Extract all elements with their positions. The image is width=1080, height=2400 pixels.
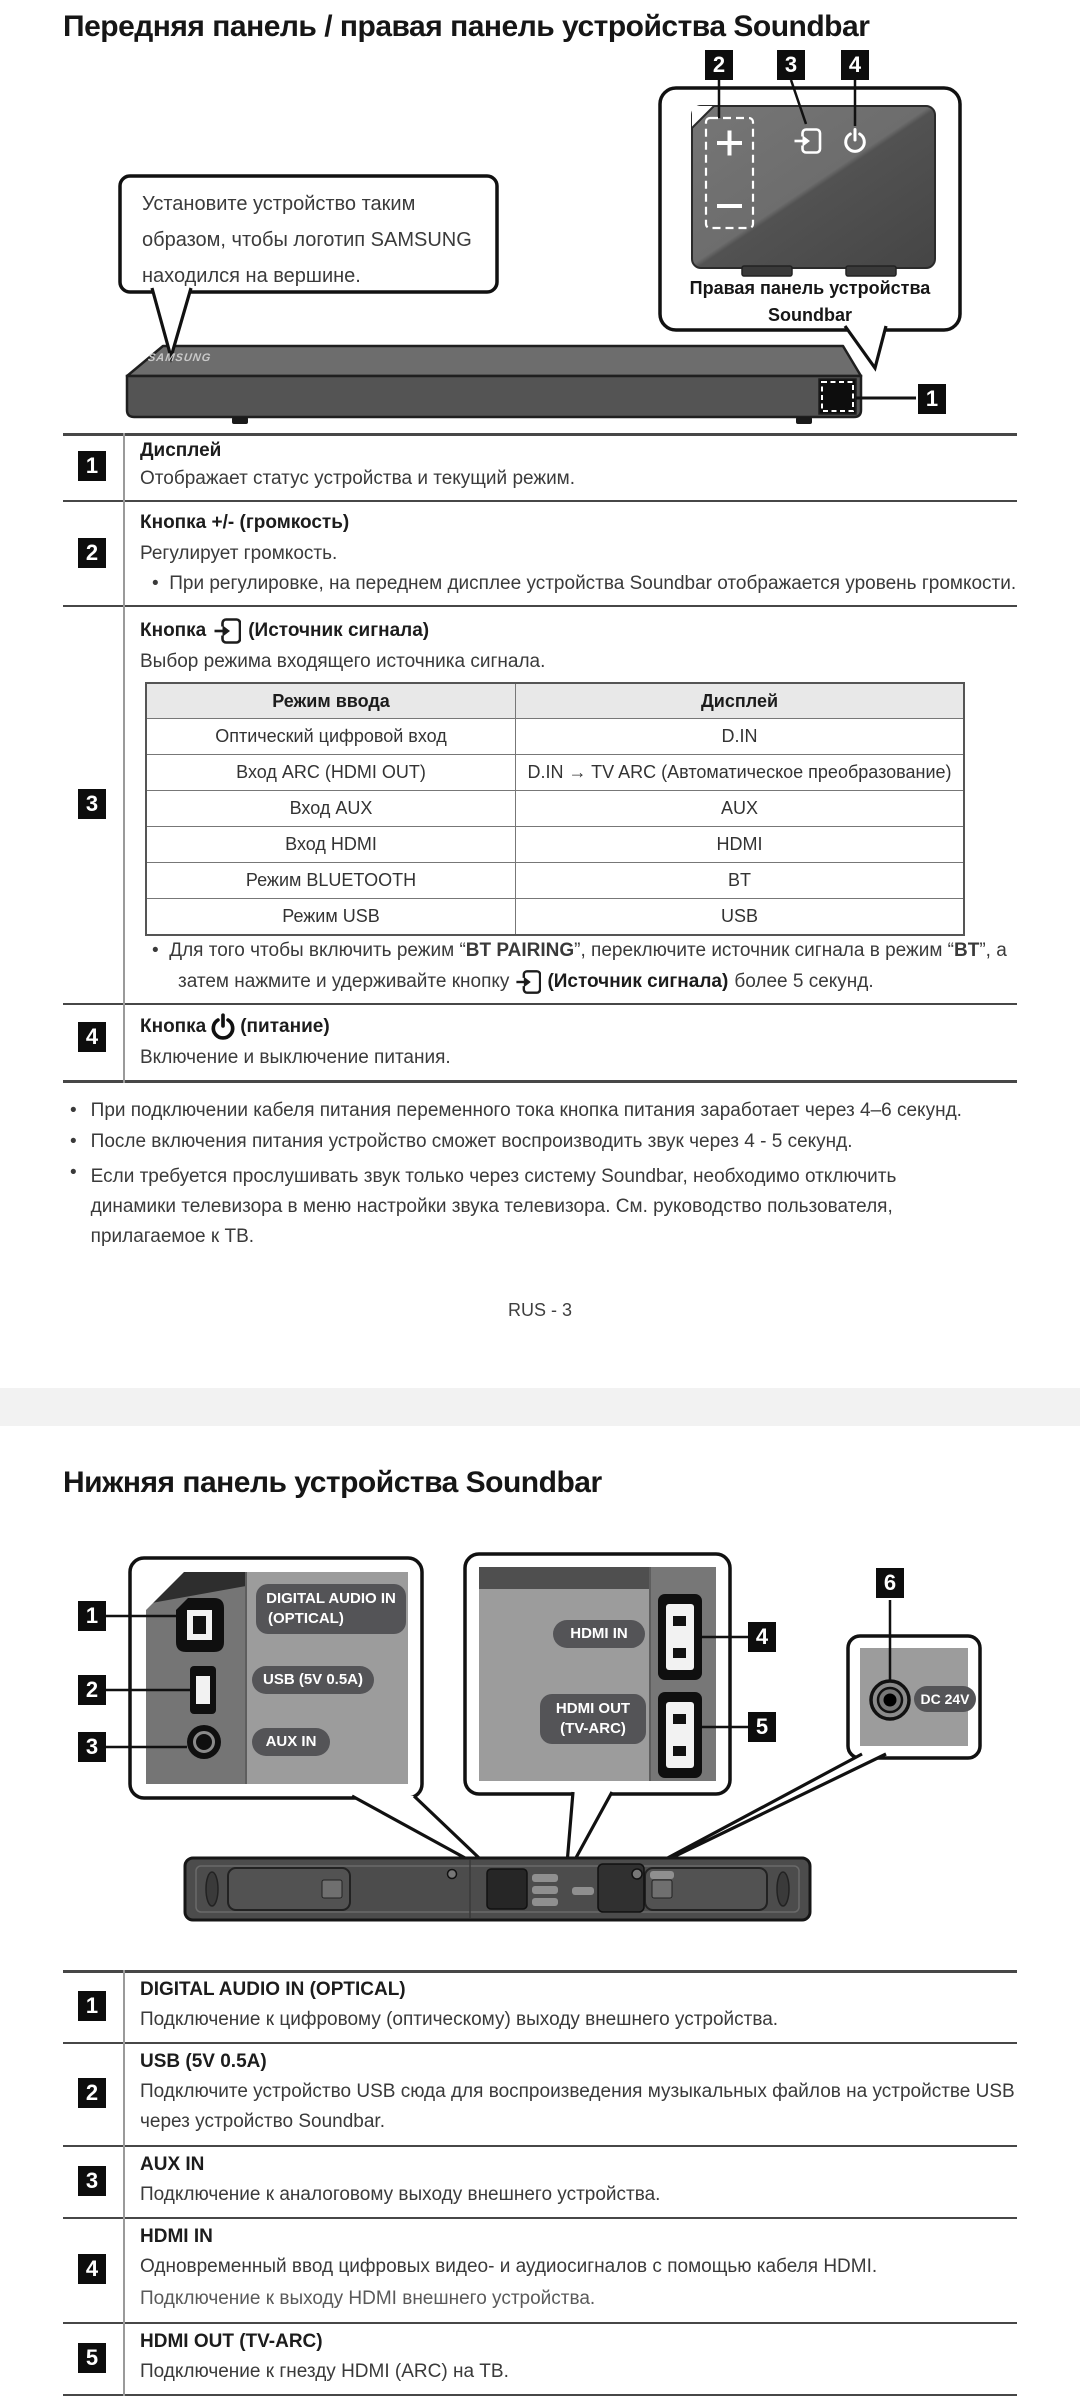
row2-bullet-text: При регулировке, на переднем дисплее устройства Soundbar отображается уровень громкости. (169, 573, 1017, 594)
table-row (147, 754, 963, 790)
bullet-dot: • (70, 1131, 77, 1152)
t2-row3-title: AUX IN (140, 2154, 205, 2175)
col-header-display: Дисплей (700, 690, 779, 711)
t2-row1-title: DIGITAL AUDIO IN (OPTICAL) (140, 1979, 406, 2000)
table-row (147, 898, 963, 934)
row2-title: Кнопка +/- (громкость) (140, 512, 350, 533)
dc-label-pill: DC 24V (914, 1686, 976, 1712)
samsung-logo: SAMSUNG (147, 352, 213, 364)
diagram-badge-5-hdmi-out: 5 (748, 1712, 776, 1742)
panel-foot (742, 266, 792, 276)
table1-rule-top (63, 433, 1017, 436)
cell-mode: Режим USB (147, 899, 516, 934)
source-icon-inline (515, 969, 541, 995)
table2-rule-4 (63, 2322, 1017, 2324)
row2-desc: Регулирует громкость. (140, 543, 338, 564)
optical-label-pill (256, 1584, 406, 1634)
t2-row2-title: USB (5V 0.5A) (140, 2051, 267, 2072)
row3-title-suffix: (Источник сигнала) (248, 620, 430, 641)
row1-title: Дисплей (140, 440, 222, 461)
table-row (147, 790, 963, 826)
t2-row5-title: HDMI OUT (TV-ARC) (140, 2331, 323, 2352)
usb-port (190, 1666, 216, 1714)
soundbar-foot (232, 417, 248, 424)
bt-note-text: ”, а (979, 940, 1007, 961)
row2-bullet (152, 573, 1016, 595)
table1-rule-2 (63, 605, 1017, 607)
input-table-header-row (147, 684, 963, 718)
cell-mode: Вход HDMI (147, 827, 516, 862)
hdmi-ports-box (465, 1554, 730, 1794)
screw (632, 1869, 642, 1879)
row-badge-3: 3 (78, 789, 106, 819)
aux-label-pill: AUX IN (252, 1728, 330, 1756)
note-line: динамики телевизора в меню настройки звука телевизора. См. руководство пользователя, (90, 1196, 893, 1217)
badge-2-volume: 2 (705, 50, 733, 80)
right-panel-caption-line2: Soundbar (768, 305, 852, 325)
dc-jack (871, 1681, 909, 1719)
page-separator (0, 1388, 1080, 1426)
bubble-line: находился на вершине. (142, 265, 361, 287)
table2-rule-3 (63, 2217, 1017, 2219)
diagram-badge-3-aux: 3 (78, 1732, 106, 1762)
table2-rule-1 (63, 2042, 1017, 2044)
row-badge-2: 2 (78, 538, 106, 568)
cell-display: D.IN (721, 726, 758, 746)
note-text: После включения питания устройство сможет воспроизводить звук через 4 - 5 секунд. (90, 1131, 853, 1152)
bullet-dot: • (70, 1100, 77, 1121)
table1-divider (123, 433, 125, 1083)
badge-1-display: 1 (918, 384, 946, 414)
diagram-badge-1-optical: 1 (78, 1601, 106, 1631)
cell-mode: Вход AUX (147, 791, 516, 826)
t2-row4-title: HDMI IN (140, 2226, 213, 2247)
table2-rule-bottom (63, 2394, 1017, 2396)
page-number: RUS - 3 (507, 1300, 572, 1320)
input-mode-table (145, 682, 965, 936)
bt-note-line1 (152, 940, 1007, 962)
page2-title: Нижняя панель устройства Soundbar (63, 1466, 602, 1499)
aux-port (187, 1725, 221, 1759)
right-panel-caption-line1: Правая панель устройства (689, 278, 931, 298)
source-signal-bold: (Источник сигнала) (547, 971, 729, 992)
note-line: Если требуется прослушивать звук только через систему Soundbar, необходимо отключить (90, 1166, 897, 1187)
badge-3-source: 3 (777, 50, 805, 80)
t2-row5-desc: Подключение к гнезду HDMI (ARC) на ТВ. (140, 2361, 509, 2382)
t2-badge-5: 5 (78, 2343, 106, 2373)
page1-title: Передняя панель / правая панель устройства Soundbar (63, 10, 870, 43)
cell-mode: Вход ARC (HDMI OUT) (147, 755, 516, 790)
table-row (147, 718, 963, 754)
row-badge-1: 1 (78, 451, 106, 481)
hdmi-out-label-line2: (TV-ARC) (560, 1720, 626, 1737)
row1-desc: Отображает статус устройства и текущий режим. (140, 468, 576, 489)
bullet-dot: • (70, 1162, 77, 1183)
t2-badge-1: 1 (78, 1991, 106, 2021)
t2-badge-4: 4 (78, 2254, 106, 2284)
optical-port (176, 1598, 224, 1652)
front-display (819, 379, 916, 414)
note-text-multiline (91, 1162, 971, 1252)
row4-title (140, 1013, 330, 1041)
cell-display: BT (727, 870, 751, 890)
note-item (70, 1131, 853, 1153)
t2-row1-desc: Подключение к цифровому (оптическому) выходу внешнего устройства. (140, 2009, 779, 2030)
row4-desc: Включение и выключение питания. (140, 1047, 451, 1068)
hdmi-in-port (658, 1594, 702, 1680)
diagram-badge-4-hdmi-in: 4 (748, 1622, 776, 1652)
table2-rule-top (63, 1970, 1017, 1973)
badge-4-power: 4 (841, 50, 869, 80)
col-header-input-mode: Режим ввода (147, 684, 516, 718)
soundbar-bottom-illustration (185, 1858, 810, 1920)
row3-desc: Выбор режима входящего источника сигнала. (140, 651, 546, 672)
hdmi-in-label-pill: HDMI IN (553, 1620, 645, 1648)
panel-foot (846, 266, 896, 276)
table2-divider (123, 1970, 125, 2396)
row3-title (140, 617, 429, 645)
table-row (147, 826, 963, 862)
usb-label-pill: USB (5V 0.5A) (252, 1666, 374, 1694)
note-line: прилагаемое к ТВ. (90, 1226, 255, 1247)
speech-bubble-text (142, 186, 472, 294)
t2-row3-desc: Подключение к аналоговому выходу внешнего устройства. (140, 2184, 661, 2205)
power-icon-inline (210, 1013, 236, 1041)
table1-rule-bottom (63, 1080, 1017, 1083)
diagram-badge-6-dc: 6 (876, 1568, 904, 1598)
row3-title-prefix: Кнопка (140, 620, 207, 641)
cell-mode: Оптический цифровой вход (147, 719, 516, 754)
bt-note-text: более 5 секунд. (734, 971, 874, 992)
note-item (70, 1162, 971, 1252)
bt-note-text: затем нажмите и удерживайте кнопку (178, 971, 510, 992)
diagram-badge-2-usb: 2 (78, 1675, 106, 1705)
table-row (147, 862, 963, 898)
table1-rule-3 (63, 1003, 1017, 1005)
t2-row4-desc1: Одновременный ввод цифровых видео- и аудиосигналов с помощью кабеля HDMI. (140, 2256, 878, 2277)
cell-display: HDMI (716, 834, 763, 854)
bullet-dot: • (152, 573, 159, 594)
hdmi-out-port (658, 1692, 702, 1778)
soundbar-front-illustration (127, 346, 861, 424)
cell-display: D.IN → TV ARC (Автоматическое преобразование) (527, 762, 952, 782)
cell-display: USB (720, 906, 758, 926)
optical-label-line1: DIGITAL AUDIO IN (266, 1590, 396, 1607)
hdmi-out-label-pill (540, 1694, 646, 1744)
row-badge-4: 4 (78, 1022, 106, 1052)
connector-recess (487, 1869, 527, 1909)
bubble-line: Установите устройство таким (142, 193, 416, 215)
cell-mode: Режим BLUETOOTH (147, 863, 516, 898)
cell-display: AUX (720, 798, 758, 818)
row4-title-suffix: (питание) (240, 1016, 330, 1037)
bt-note-text: ”, переключите источник сигнала в режим “ (574, 940, 954, 961)
optical-label-line2: (OPTICAL) (268, 1610, 344, 1627)
bt-pairing-bold: BT PAIRING (465, 940, 575, 961)
screw (448, 1870, 457, 1879)
soundbar-foot (796, 417, 812, 424)
hdmi-out-label-line1: HDMI OUT (555, 1700, 631, 1717)
t2-badge-3: 3 (78, 2166, 106, 2196)
bullet-dot: • (152, 940, 159, 961)
note-text: При подключении кабеля питания переменного тока кнопка питания заработает через 4–6 секунд. (90, 1100, 962, 1121)
row4-title-prefix: Кнопка (140, 1016, 207, 1037)
bt-note-line2 (178, 969, 874, 995)
t2-row2-desc2: через устройство Soundbar. (140, 2111, 385, 2132)
t2-badge-2: 2 (78, 2078, 106, 2108)
t2-row2-desc1: Подключите устройство USB сюда для воспроизведения музыкальных файлов на устройстве USB (140, 2081, 1015, 2102)
bt-note-text: Для того чтобы включить режим “ (169, 940, 466, 961)
table2-rule-2 (63, 2145, 1017, 2147)
bubble-line: образом, чтобы логотип SAMSUNG (142, 229, 472, 251)
t2-row4-desc2: Подключение к выходу HDMI внешнего устройства. (140, 2288, 596, 2309)
source-icon-inline (213, 617, 241, 645)
table1-rule-1 (63, 500, 1017, 502)
note-item (70, 1100, 962, 1122)
bt-bold: BT (954, 940, 980, 961)
